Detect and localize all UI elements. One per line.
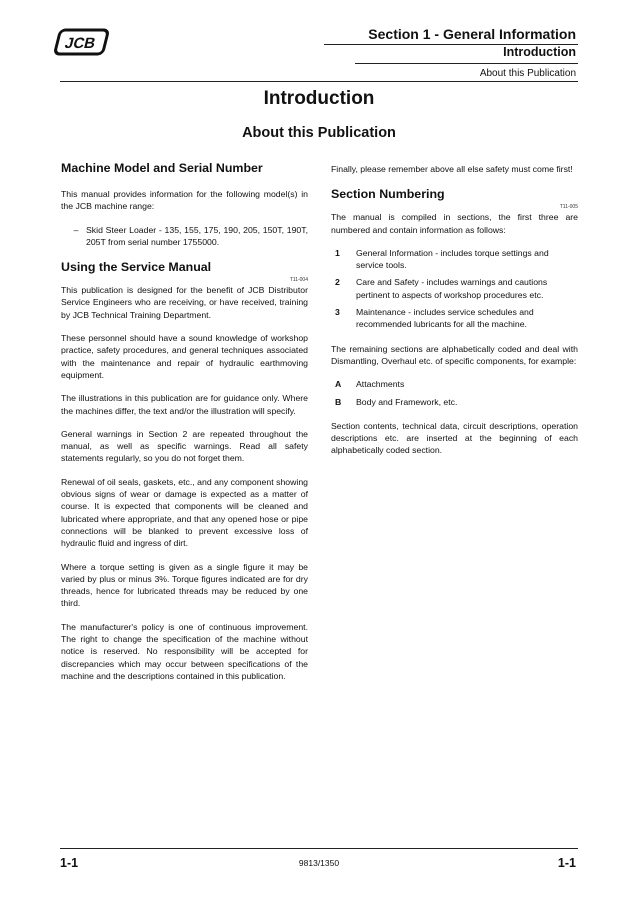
section-description: General Information - includes torque settings and service tools. <box>356 247 549 271</box>
reference-code: T11-005 <box>559 204 578 211</box>
left-column <box>61 161 308 682</box>
jcb-logo <box>52 28 110 56</box>
document-number: 9813/1350 <box>298 858 340 868</box>
using-service-manual-heading: Using the Service Manual <box>61 260 212 275</box>
list-item <box>331 306 578 331</box>
service-paragraph: General warnings in Section 2 are repeated throughout the manual, as well as specific warnings. Read all safety statements regularly, so you do not forget them. <box>61 428 308 464</box>
section-description: Care and Safety - includes warnings and cautions pertinent to aspects of workshop procedures etc. <box>356 277 548 300</box>
service-paragraph: The manufacturer's policy is one of continuous improvement. The right to change the specification of the machine without notice is reserved. No responsibility will be accepted for discrepancies which may occur between specifications of the machine and the descriptions contained in this publication. <box>61 621 308 681</box>
footer-divider <box>60 848 578 849</box>
page-subtitle: About this Publication <box>242 125 396 141</box>
header-divider <box>355 63 578 64</box>
reference-code: T11-004 <box>289 277 308 284</box>
safety-note: Finally, please remember above all else safety must come first! <box>331 164 573 174</box>
service-paragraph: Where a torque setting is given as a single figure it may be varied by plus or minus 3%. Torque figures indicated are for dry threads, hence for lubricated threads may be reduced by one third. <box>61 561 308 609</box>
section-description: Maintenance - includes service schedules and recommended lubricants for all the machine. <box>356 307 534 330</box>
section-number: 3 <box>335 307 340 318</box>
section-numbering-heading: Section Numbering <box>331 187 445 202</box>
lettered-section-list <box>331 378 578 408</box>
svg-text:JCB: JCB <box>63 35 98 52</box>
model-list-text: Skid Steer Loader - 135, 155, 175, 190, 205, 150T, 190T, 205T from serial number 1755000. <box>86 224 308 247</box>
list-item <box>66 224 308 249</box>
model-list <box>61 224 308 249</box>
page-title: Introduction <box>263 88 375 109</box>
service-paragraph: Renewal of oil seals, gaskets, etc., and any component showing obvious signs of wear or damage is expected as a matter of course. It is expected that components will be cleaned and lubricated where appropriate, and that any opened hose or pipe connections will be blanked to prevent excessive loss of hydraulic fluid and ingress of dirt. <box>61 476 308 549</box>
section-number: 1 <box>335 247 340 258</box>
remaining-sections-paragraph: The remaining sections are alphabetically coded and deal with Dismantling, Overhaul etc. of specific components, for example: <box>331 343 578 366</box>
service-paragraph: The illustrations in this publication are for guidance only. Where the machines differ, the text and/or the illustration will specify. <box>61 393 308 416</box>
list-item <box>331 276 578 301</box>
numbered-section-list <box>331 247 578 331</box>
section-letter: B <box>335 396 342 407</box>
list-item <box>331 396 578 408</box>
list-item <box>331 378 578 390</box>
header-subsection-title: Introduction <box>503 45 576 59</box>
list-item <box>331 247 578 272</box>
header-section-title: Section 1 - General Information <box>368 26 576 42</box>
service-paragraph: These personnel should have a sound knowledge of workshop practice, safety procedures, and general techniques associated with the maintenance and repair of hydraulic earthmoving equipment. <box>61 333 308 380</box>
section-description: Attachments <box>356 379 405 390</box>
section-number: 2 <box>335 277 340 288</box>
right-column <box>331 163 578 457</box>
closing-paragraph: Section contents, technical data, circuit descriptions, operation descriptions etc. are inserted at the beginning of each alphabetically coded section. <box>331 420 578 456</box>
service-paragraph: This publication is designed for the benefit of JCB Distributor Service Engineers who are receiving, or have received, training by JCB Technical Training Department. <box>61 285 308 320</box>
page-number-left: 1-1 <box>60 856 79 870</box>
section-letter: A <box>335 379 342 390</box>
dash-bullet: – <box>73 224 79 235</box>
machine-intro-paragraph: This manual provides information for the following model(s) in the JCB machine range: <box>61 189 308 212</box>
numbering-intro-paragraph: The manual is compiled in sections, the first three are numbered and contain information as follows: <box>331 212 578 235</box>
header-divider <box>60 81 578 82</box>
machine-model-heading: Machine Model and Serial Number <box>61 161 263 175</box>
section-description: Body and Framework, etc. <box>356 396 458 407</box>
header-topic: About this Publication <box>479 68 576 79</box>
page-number-right: 1-1 <box>557 856 576 870</box>
